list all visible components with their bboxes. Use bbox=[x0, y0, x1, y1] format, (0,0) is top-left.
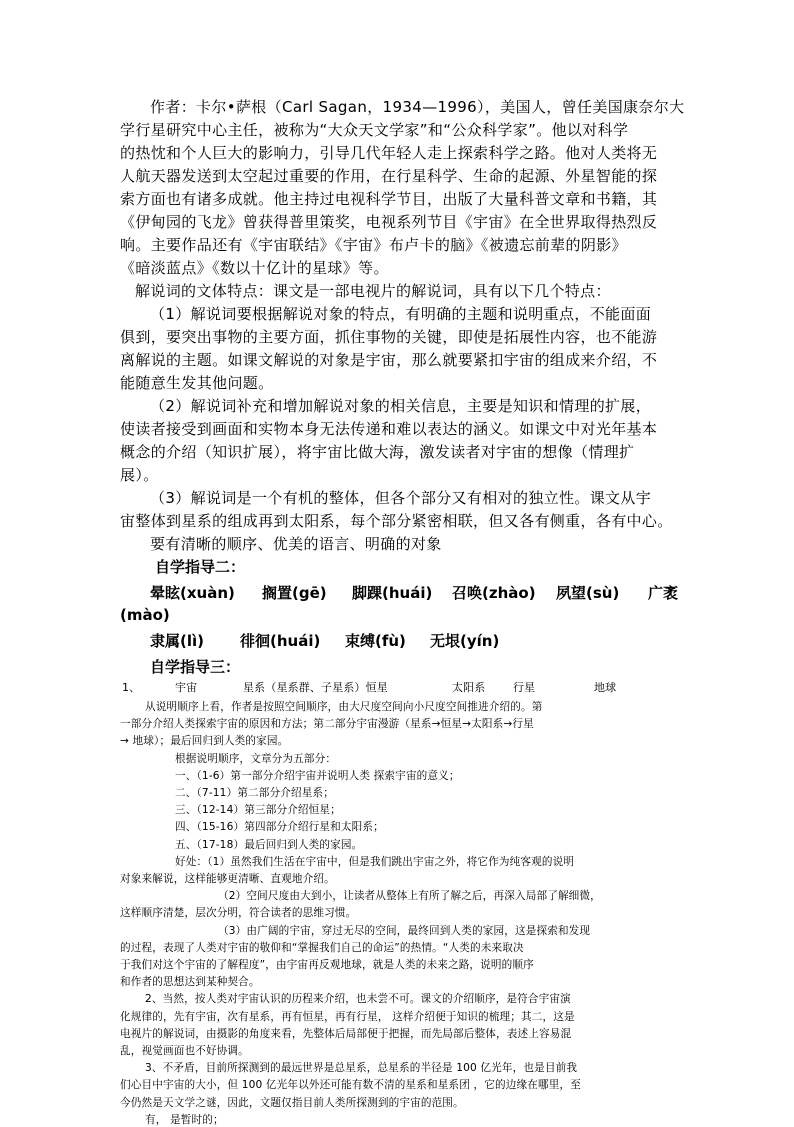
text-line: 和作者的思想达到某种契合。 bbox=[120, 976, 260, 989]
vocab-word: 夙望(sù) bbox=[556, 584, 620, 602]
text-line: 们心目中宇宙的大小，但 100 亿光年以外还可能有数不清的星系和星系团 ，它的边缘在哪里，至 bbox=[120, 1079, 581, 1092]
text-line: （2）解说词补充和增加解说对象的相关信息，主要是知识和情理的扩展， bbox=[150, 397, 652, 415]
vocab-word: 搁置(gē) bbox=[262, 584, 327, 602]
text-line: （2）空间尺度由大到小，让读者从整体上有所了解之后，再深入局部了解细微， bbox=[218, 890, 601, 903]
text-line: 这样顺序清楚，层次分明，符合读者的思维习惯。 bbox=[120, 907, 357, 920]
text-line: （3）解说词是一个有机的整体，但各个部分又有相对的独立性。课文从宇 bbox=[150, 489, 652, 507]
text-line: 概念的介绍（知识扩展），将宇宙比做大海，激发读者对宇宙的想像（情理扩 bbox=[120, 443, 635, 461]
vocab-word: (mào) bbox=[120, 606, 170, 624]
text-line: 于我们对这个宇宙的了解程度”，由宇宙再反观地球，就是人类的未来之路，说明的顺序 bbox=[120, 959, 534, 971]
text-line: （1）解说词要根据解说对象的特点，有明确的主题和说明重点，不能面面 bbox=[150, 305, 652, 323]
text-line: 要有清晰的顺序、优美的语言、明确的对象 bbox=[150, 535, 442, 553]
text-line: 能随意生发其他问题。 bbox=[120, 374, 274, 392]
text-line: 一、（1-6）第一部分介绍宇宙并说明人类 探索宇宙的意义； bbox=[175, 769, 460, 782]
vocab-word: 召唤(zhào) bbox=[452, 584, 536, 602]
vocab-word: 徘徊(huái) bbox=[240, 632, 321, 650]
text-line: 的热忱和个人巨大的影响力，引导几代年轻人走上探索科学之路。他对人类将无 bbox=[120, 144, 658, 162]
vocab-word: 晕眩(xuàn) bbox=[150, 584, 235, 602]
text-line: 索方面也有诸多成就。他主持过电视科学节目，出版了大量科普文章和书籍，其 bbox=[120, 190, 658, 208]
text-line: 2、当然，按人类对宇宙认识的历程来介绍，也未尝不可。课文的介绍顺序，是符合宇宙演 bbox=[145, 993, 571, 1006]
text-line: 学行星研究中心主任，被称为“大众天文学家”和“公众科学家”。他以对科学 bbox=[120, 121, 629, 139]
text-line: 二、（7-11）第二部分介绍星系； bbox=[175, 787, 335, 799]
text-line: 对象来解说，这样能够更清晰、直观地介绍。 bbox=[120, 873, 335, 885]
text-line: → 地球）；最后回归到人类的家园。 bbox=[120, 735, 289, 748]
order-item: 地球 bbox=[594, 681, 617, 694]
text-line: 3、不矛盾，目前所探测到的最远世界是总星系，总星系的半径是 100 亿光年，也是目前我 bbox=[145, 1062, 578, 1075]
vocab-word: 隶属(lì) bbox=[150, 632, 204, 650]
text-line: 电视片的解说词，由摄影的角度来看，先整体后局部便于把握，而先局部后整体，表述上容易混 bbox=[120, 1027, 572, 1040]
text-line: 俱到，要突出事物的主要方面，抓住事物的关键，即使是拓展性内容，也不能游 bbox=[120, 328, 658, 346]
text-line: 好处：（1）虽然我们生活在宇宙中，但是我们跳出宇宙之外，将它作为纯客观的说明 bbox=[175, 855, 575, 868]
order-item: 宇宙 bbox=[175, 681, 198, 694]
order-label: 1、 bbox=[122, 681, 141, 694]
vocab-word: 广袤 bbox=[648, 584, 679, 602]
text-line: 四、（15-16）第四部分介绍行星和太阳系； bbox=[175, 821, 384, 834]
text-line: 乱，视觉画面也不好协调。 bbox=[120, 1045, 249, 1057]
text-line: （3）由广阔的宇宙，穿过无尽的空间，最终回到人类的家园，这是探索和发现 bbox=[218, 924, 591, 937]
order-item: 太阳系 bbox=[452, 681, 486, 694]
text-line: 今仍然是天文学之谜，因此，文题仅指目前人类所探测到的宇宙的范围。 bbox=[120, 1096, 464, 1109]
vocab-word: 无垠(yín) bbox=[430, 632, 500, 650]
text-line: 三、（12-14）第三部分介绍恒星； bbox=[175, 804, 341, 817]
text-line: 响。主要作品还有《宇宙联结》《宇宙》布卢卡的脑》《被遗忘前辈的阴影》 bbox=[120, 236, 627, 254]
text-line: 从说明顺序上看，作者是按照空间顺序，由大尺度空间向小尺度空间推进介绍的。第 bbox=[145, 701, 543, 713]
text-line: 解说词的文体特点：课文是一部电视片的解说词，具有以下几个特点： bbox=[135, 282, 611, 300]
text-line: 《伊甸园的飞龙》曾获得普里策奖，电视系列节目《宇宙》在全世界取得热烈反 bbox=[120, 213, 658, 231]
section-heading: 自学指导三： bbox=[150, 658, 241, 676]
section-heading: 自学指导二： bbox=[155, 558, 246, 576]
text-line: 五、（17-18）最后回归到人类的家园。 bbox=[175, 838, 363, 851]
order-item: 星系（星系群、子星系）恒星 bbox=[243, 681, 388, 694]
text-line: 使读者接受到画面和实物本身无法传递和难以表达的涵义。如课文中对光年基本 bbox=[120, 420, 658, 438]
vocab-word: 束缚(fù) bbox=[345, 632, 406, 650]
vocab-word: 脚踝(huái) bbox=[352, 584, 433, 602]
order-item: 行星 bbox=[513, 681, 536, 694]
text-line: 作者：卡尔•萨根（Carl Sagan，1934—1996），美国人，曾任美国康奈尔大 bbox=[150, 98, 685, 116]
text-line: 的过程，表现了人类对宇宙的敬仰和“掌握我们自己的命运”的热情。“人类的未来取决 bbox=[120, 941, 524, 954]
text-line: 根据说明顺序，文章分为五部分： bbox=[175, 752, 337, 765]
text-line: 展）。 bbox=[120, 466, 159, 484]
text-line: 有， 是暂时的； bbox=[145, 1113, 224, 1126]
text-line: 化规律的，先有宇宙，次有星系，再有恒星，再有行星， 这样介绍便于知识的梳理；其二，这是 bbox=[120, 1010, 575, 1023]
text-line: 宙整体到星系的组成再到太阳系，每个部分紧密相联，但又各有侧重，各有中心。 bbox=[120, 512, 673, 530]
text-line: 一部分介绍人类探索宇宙的原因和方法；第二部分宇宙漫游（星系→恒星→太阳系→行星 bbox=[120, 718, 534, 731]
text-line: 《暗淡蓝点》《数以十亿计的星球》等。 bbox=[120, 259, 389, 277]
text-line: 离解说的主题。如课文解说的对象是宇宙，那么就要紧扣宇宙的组成来介绍，不 bbox=[120, 351, 658, 369]
text-line: 人航天器发送到太空起过重要的作用，在行星科学、生命的起源、外星智能的探 bbox=[120, 167, 658, 185]
